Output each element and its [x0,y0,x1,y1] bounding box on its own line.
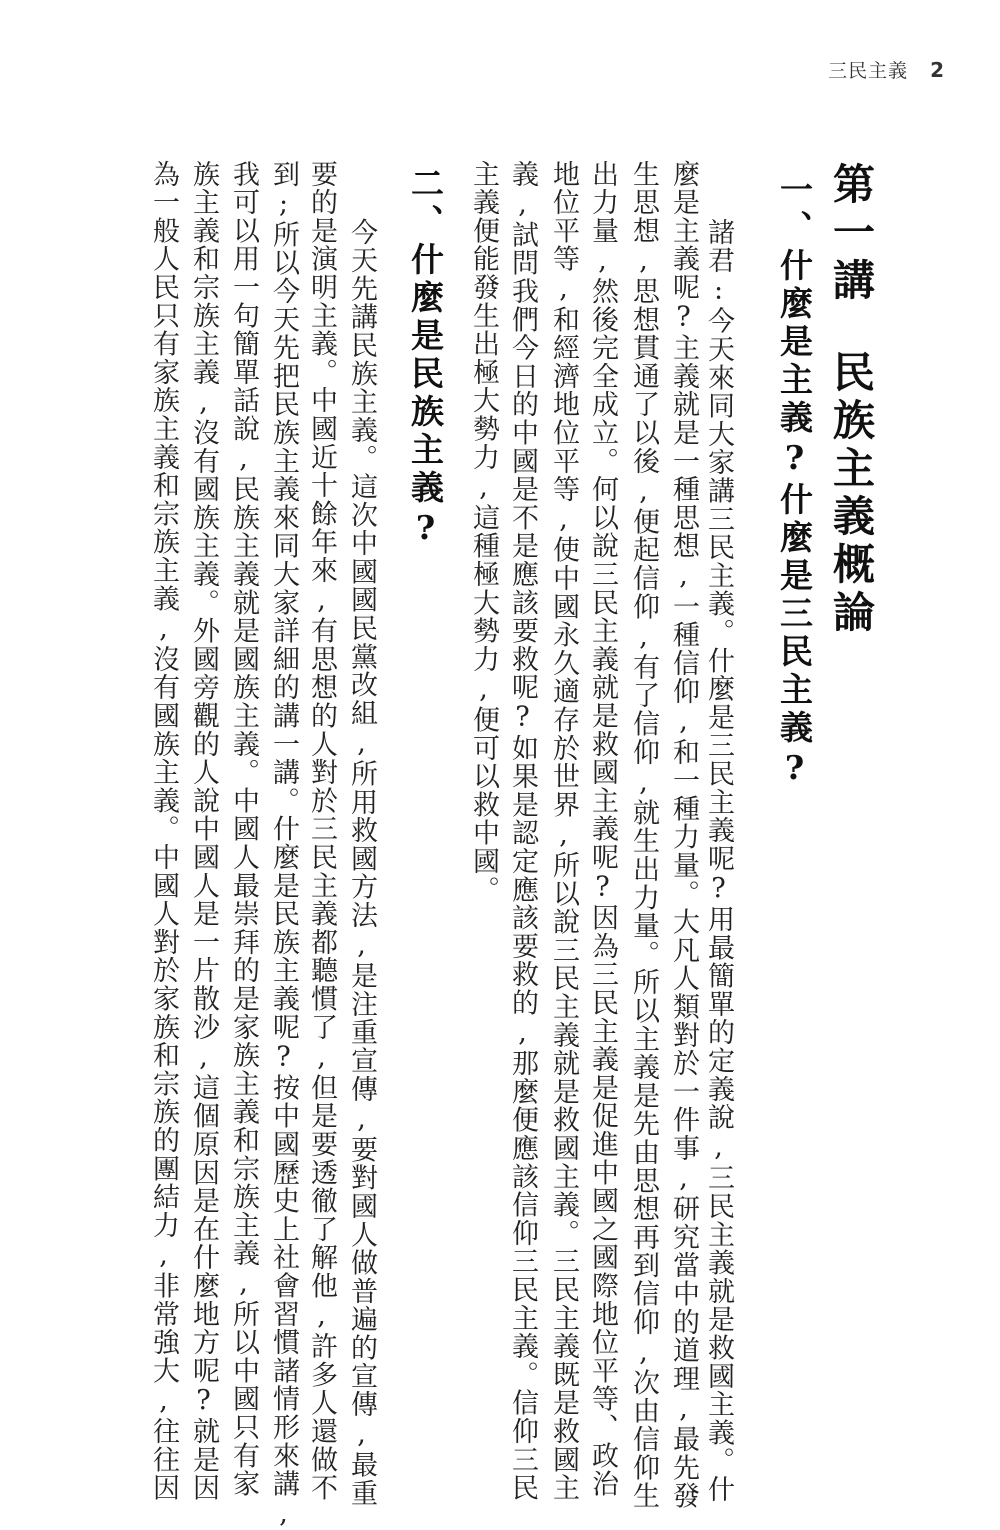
paragraph-column: 族主義和宗族主義,沒有國族主義。外國旁觀的人說中國人是一片散沙,這個原因是在什麼地方呢?就是因 [188,160,219,1503]
paragraph-column: 主義便能發生出極大勢力,這種極大勢力,便可以救中國。 [468,160,499,904]
page-number: 2 [930,57,944,82]
paragraph-column: 為一般人民只有家族主義和宗族主義,沒有國族主義。中國人對於家族和宗族的團結力,非常強大,往往因 [148,160,179,1503]
section-heading-1: 一、什麼是主義?什麼是三民主義? [775,172,814,792]
paragraph-column: 我可以用一句簡單話說,民族主義就是國族主義。中國人最崇拜的是家族主義和宗族主義,所以中國只有家 [228,160,259,1499]
paragraph-column: 麼是主義呢?主義就是一種思想,一種信仰,和一種力量。大凡人類對於一件事,研究當中的道理,最先發 [668,160,699,1511]
section-heading-2: 二、什麼是民族主義? [406,166,445,552]
paragraph-column: 生思想,思想貫通了以後,便起信仰,有了信仰,就生出力量。所以主義是先由思想再到信仰,次由信仰生 [628,160,659,1511]
paragraph-column: 地位平等,和經濟地位平等,使中國永久適存於世界,所以說三民主義就是救國主義。三民主義既是救國主 [548,160,579,1503]
running-header [828,56,944,83]
chapter-title [824,162,876,638]
paragraph-column: 今天先講民族主義。這次中國國民黨改組,所用救國方法,是注重宣傳,要對國人做普遍的宣傳,最重 [346,218,377,1508]
paragraph-column: 義,試問我們今日的中國是不是應該要救呢?如果是認定應該要救的,那麼便應該信仰三民主義。信仰三民 [507,160,538,1503]
book-title: 三民主義 [828,60,909,82]
paragraph-column: 到;所以今天先把民族主義來同大家詳細的講一講。什麼是民族主義呢?按中國歷史上社會習慣諸情形來講, [268,160,299,1530]
chapter-name: 民族主義概論 [827,350,876,638]
paragraph-column: 要的是演明主義。中國近十餘年來,有思想的人對於三民主義都聽慣了,但是要透徹了解他,許多人還做不 [306,160,337,1503]
chapter-number: 第一講 [827,162,876,306]
paragraph-column: 出力量,然後完全成立。何以說三民主義就是救國主義呢?因為三民主義是促進中國之國際地位平等、政治 [587,160,618,1499]
paragraph-column: 諸君:今天來同大家講三民主義。什麼是三民主義呢?用最簡單的定義說,三民主義就是救國主義。什 [703,218,734,1504]
